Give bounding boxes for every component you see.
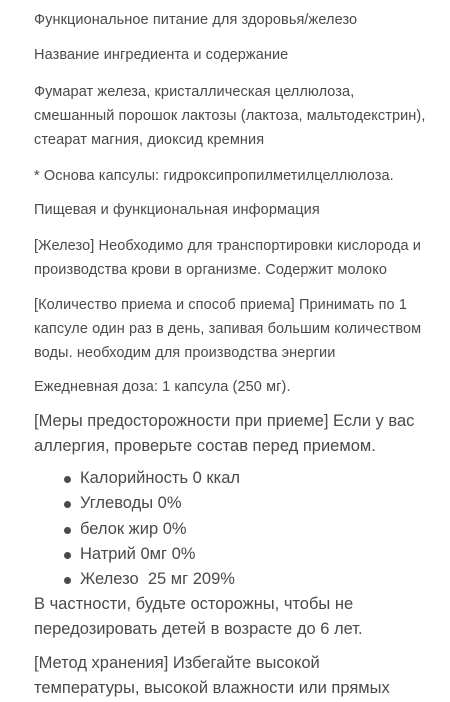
info-title: Пищевая и функциональная информация xyxy=(34,202,320,218)
dosage-line-2: капсуле один раз в день, запивая большим количеством xyxy=(34,321,422,337)
bullet-icon xyxy=(64,501,71,508)
list-item xyxy=(34,517,240,542)
precaution-line-2: аллергия, проверьте состав перед приемом. xyxy=(34,437,376,455)
ingredients-line-3: стеарат магния, диоксид кремния xyxy=(34,132,265,148)
bullet-icon xyxy=(64,577,71,584)
ingredients-title: Название ингредиента и содержание xyxy=(34,47,289,63)
ingredients-line-2: смешанный порошок лактозы (лактоза, мальтодекстрин), xyxy=(34,108,426,124)
children-warning-line-2: передозировать детей в возрасте до 6 лет. xyxy=(34,620,363,638)
nutrition-carbs: Углеводы 0% xyxy=(80,494,182,513)
list-item xyxy=(34,466,240,491)
capsule-base: * Основа капсулы: гидроксипропилметилцеллюлоза. xyxy=(34,168,394,184)
nutrition-calories: Калорийность 0 ккал xyxy=(80,469,241,487)
nutrition-list xyxy=(34,466,240,592)
storage-line-1: [Метод хранения] Избегайте высокой xyxy=(34,654,320,672)
bullet-icon xyxy=(64,552,71,559)
list-item xyxy=(34,542,240,567)
heading: Функциональное питание для здоровья/железо xyxy=(34,12,358,28)
ingredients-line-1: Фумарат железа, кристаллическая целлюлоза, xyxy=(34,84,355,100)
nutrition-sodium: Натрий 0мг 0% xyxy=(80,544,196,563)
nutrition-iron: Железо 25 мг 209% xyxy=(80,570,235,589)
precaution-line-1: [Меры предосторожности при приеме] Если у вас xyxy=(34,412,415,430)
dosage-line-1: [Количество приема и способ приема] Принимать по 1 xyxy=(34,297,407,313)
bullet-icon xyxy=(64,476,71,483)
list-item xyxy=(34,567,240,592)
list-item xyxy=(34,491,240,516)
bullet-icon xyxy=(64,527,71,534)
iron-line-2: производства крови в организме. Содержит молоко xyxy=(34,262,387,278)
dosage-line-3: воды. необходим для производства энергии xyxy=(34,345,336,361)
daily-dose: Ежедневная доза: 1 капсула (250 мг). xyxy=(34,379,291,395)
storage-line-2: температуры, высокой влажности или прямых xyxy=(34,679,390,697)
iron-line-1: [Железо] Необходимо для транспортировки кислорода и xyxy=(34,238,421,254)
nutrition-protein-fat: белок жир 0% xyxy=(80,519,187,538)
children-warning-line-1: В частности, будьте осторожны, чтобы не xyxy=(34,595,354,613)
